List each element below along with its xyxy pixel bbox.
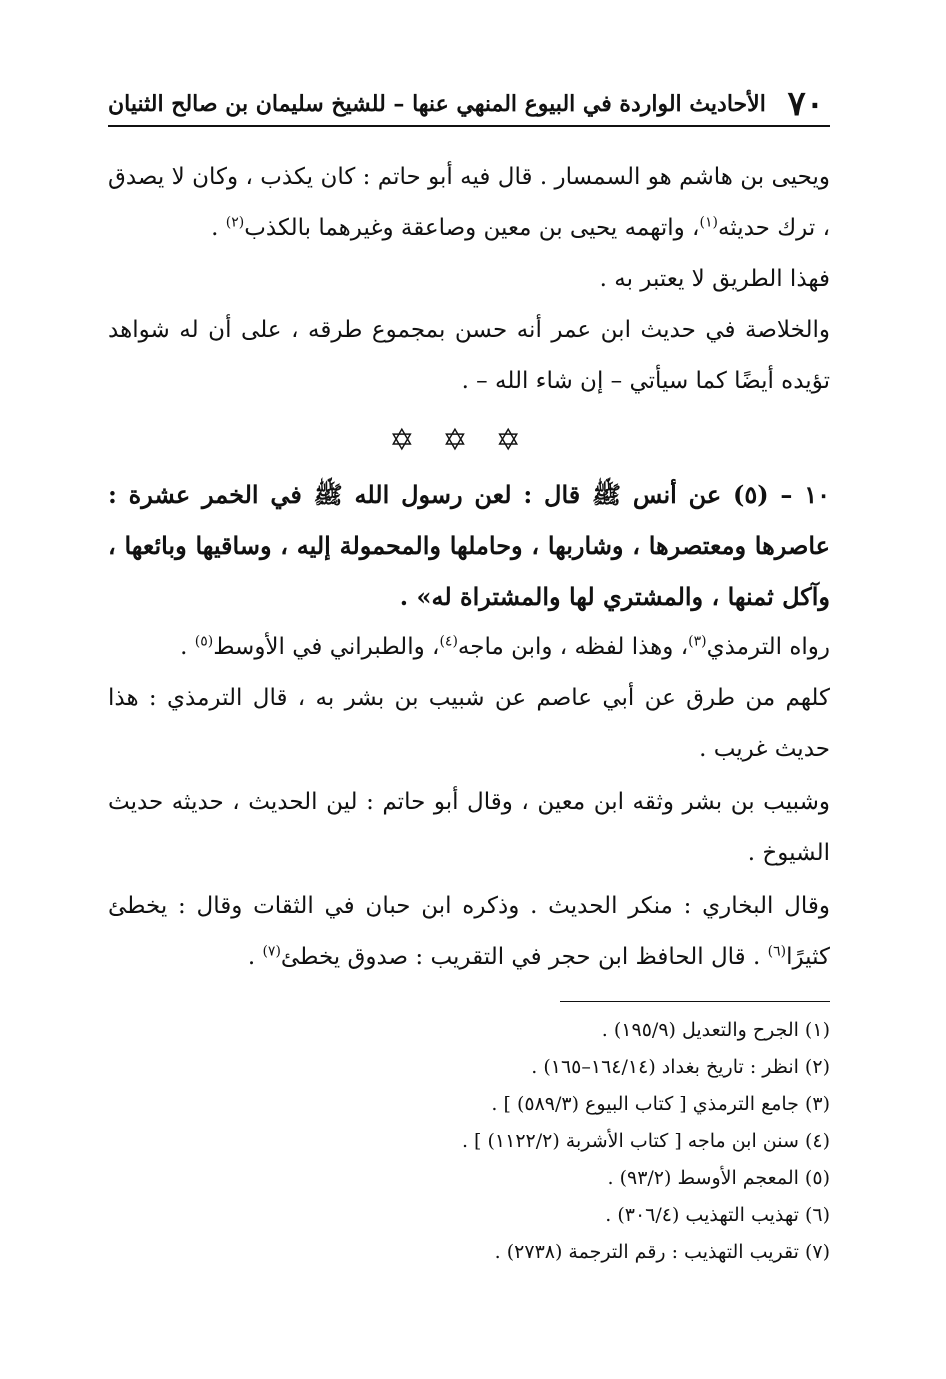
footnote-ref[interactable]: (٧) [262,943,281,960]
section-ornaments [108,413,830,469]
main-text [108,152,830,983]
header-rule [108,125,830,127]
star-ornament-icon: ✡ [389,423,443,458]
paragraph-text: . [180,634,188,660]
footnote-rule [560,1001,830,1002]
footnote-item: (٣) جامع الترمذي [ كتاب البيوع (٥٨٩/٣) ] . [491,1093,830,1115]
footnote-item: (٥) المعجم الأوسط (٩٣/٢) . [607,1167,830,1189]
paragraph-text: . [211,215,219,241]
running-title: الأحاديث الواردة في البيوع المنهي عنها – للشيخ سليمان بن صالح الثنيان [108,91,766,117]
paragraph-yahya [108,152,830,254]
star-ornament-icon: ✡ [442,423,496,458]
footnote-item: (٦) تهذيب التهذيب (٣٠٦/٤) . [605,1204,830,1226]
paragraph-text: وقال البخاري : منكر الحديث . وذكره ابن حبان في الثقات وقال : يخطئ كثيرًا [108,893,830,970]
paragraph-conclusion: والخلاصة في حديث ابن عمر أنه حسن بمجموع طرقه ، على أن له شواهد تؤيده أيضًا كما سيأتي – إن شاء الله – . [108,317,830,394]
footnote-ref[interactable]: (٥) [194,633,214,650]
footnote-ref[interactable]: (٣) [688,633,707,650]
footnote-item: (٤) سنن ابن ماجه [ كتاب الأشربة (١١٢٢/٢) ] . [461,1130,830,1152]
footnote-ref[interactable]: (٤) [439,633,458,650]
paragraph-text: ويحيى بن هاشم هو السمسار . قال فيه أبو حاتم : كان يكذب ، وكان لا يصدق ، ترك حديثه [108,164,830,241]
paragraph-chain: كلهم من طرق عن أبي عاصم عن شبيب بن بشر به ، قال الترمذي : هذا حديث غريب . [108,685,830,762]
hadith-text: ١٠ – (٥) عن أنس ﷺ قال : لعن رسول الله ﷺ في الخمر عشرة : عاصرها ومعتصرها ، وشاربها ، وحاملها والمحمولة إليه ، وساقيها وبائعها ، وآكل ثمنها ، والمشتري لها والمشتراة له» . [108,480,830,611]
paragraph-text: ، وهذا لفظه ، وابن ماجه [457,634,689,660]
paragraph-text: ، والطبراني في الأوسط [213,634,440,660]
paragraph-narrators [108,622,830,673]
paragraph-bukhari [108,881,830,983]
footnote-ref[interactable]: (٦) [767,943,787,960]
footnote-item: (٢) انظر : تاريخ بغداد (١٦٤/١٤–١٦٥) . [531,1056,830,1078]
paragraph-text: رواه الترمذي [706,634,830,660]
footnote-item: (٧) تقريب التهذيب : رقم الترجمة (٢٧٣٨) . [494,1241,830,1263]
page-number: ٧٠ [787,84,824,124]
footnote-ref[interactable]: (٢) [225,214,245,231]
footnotes [320,1012,830,1271]
page-header [108,80,830,124]
footnote-item: (١) الجرح والتعديل (١٩٥/٩) . [601,1019,830,1041]
paragraph-text: ، واتهمه يحيى بن معين وصاعقة وغيرهما بالكذب [244,215,700,241]
star-ornament-icon: ✡ [495,423,549,458]
paragraph-text: . [247,944,256,970]
paragraph-path-rejected: فهذا الطريق لا يعتبر به . [599,266,830,292]
paragraph-text: . قال الحافظ ابن حجر في التقريب : صدوق يخطئ [280,944,761,970]
paragraph-shabib: وشبيب بن بشر وثقه ابن معين ، وقال أبو حاتم : لين الحديث ، حديثه حديث الشيوخ . [108,789,830,866]
footnote-ref[interactable]: (١) [699,214,718,231]
